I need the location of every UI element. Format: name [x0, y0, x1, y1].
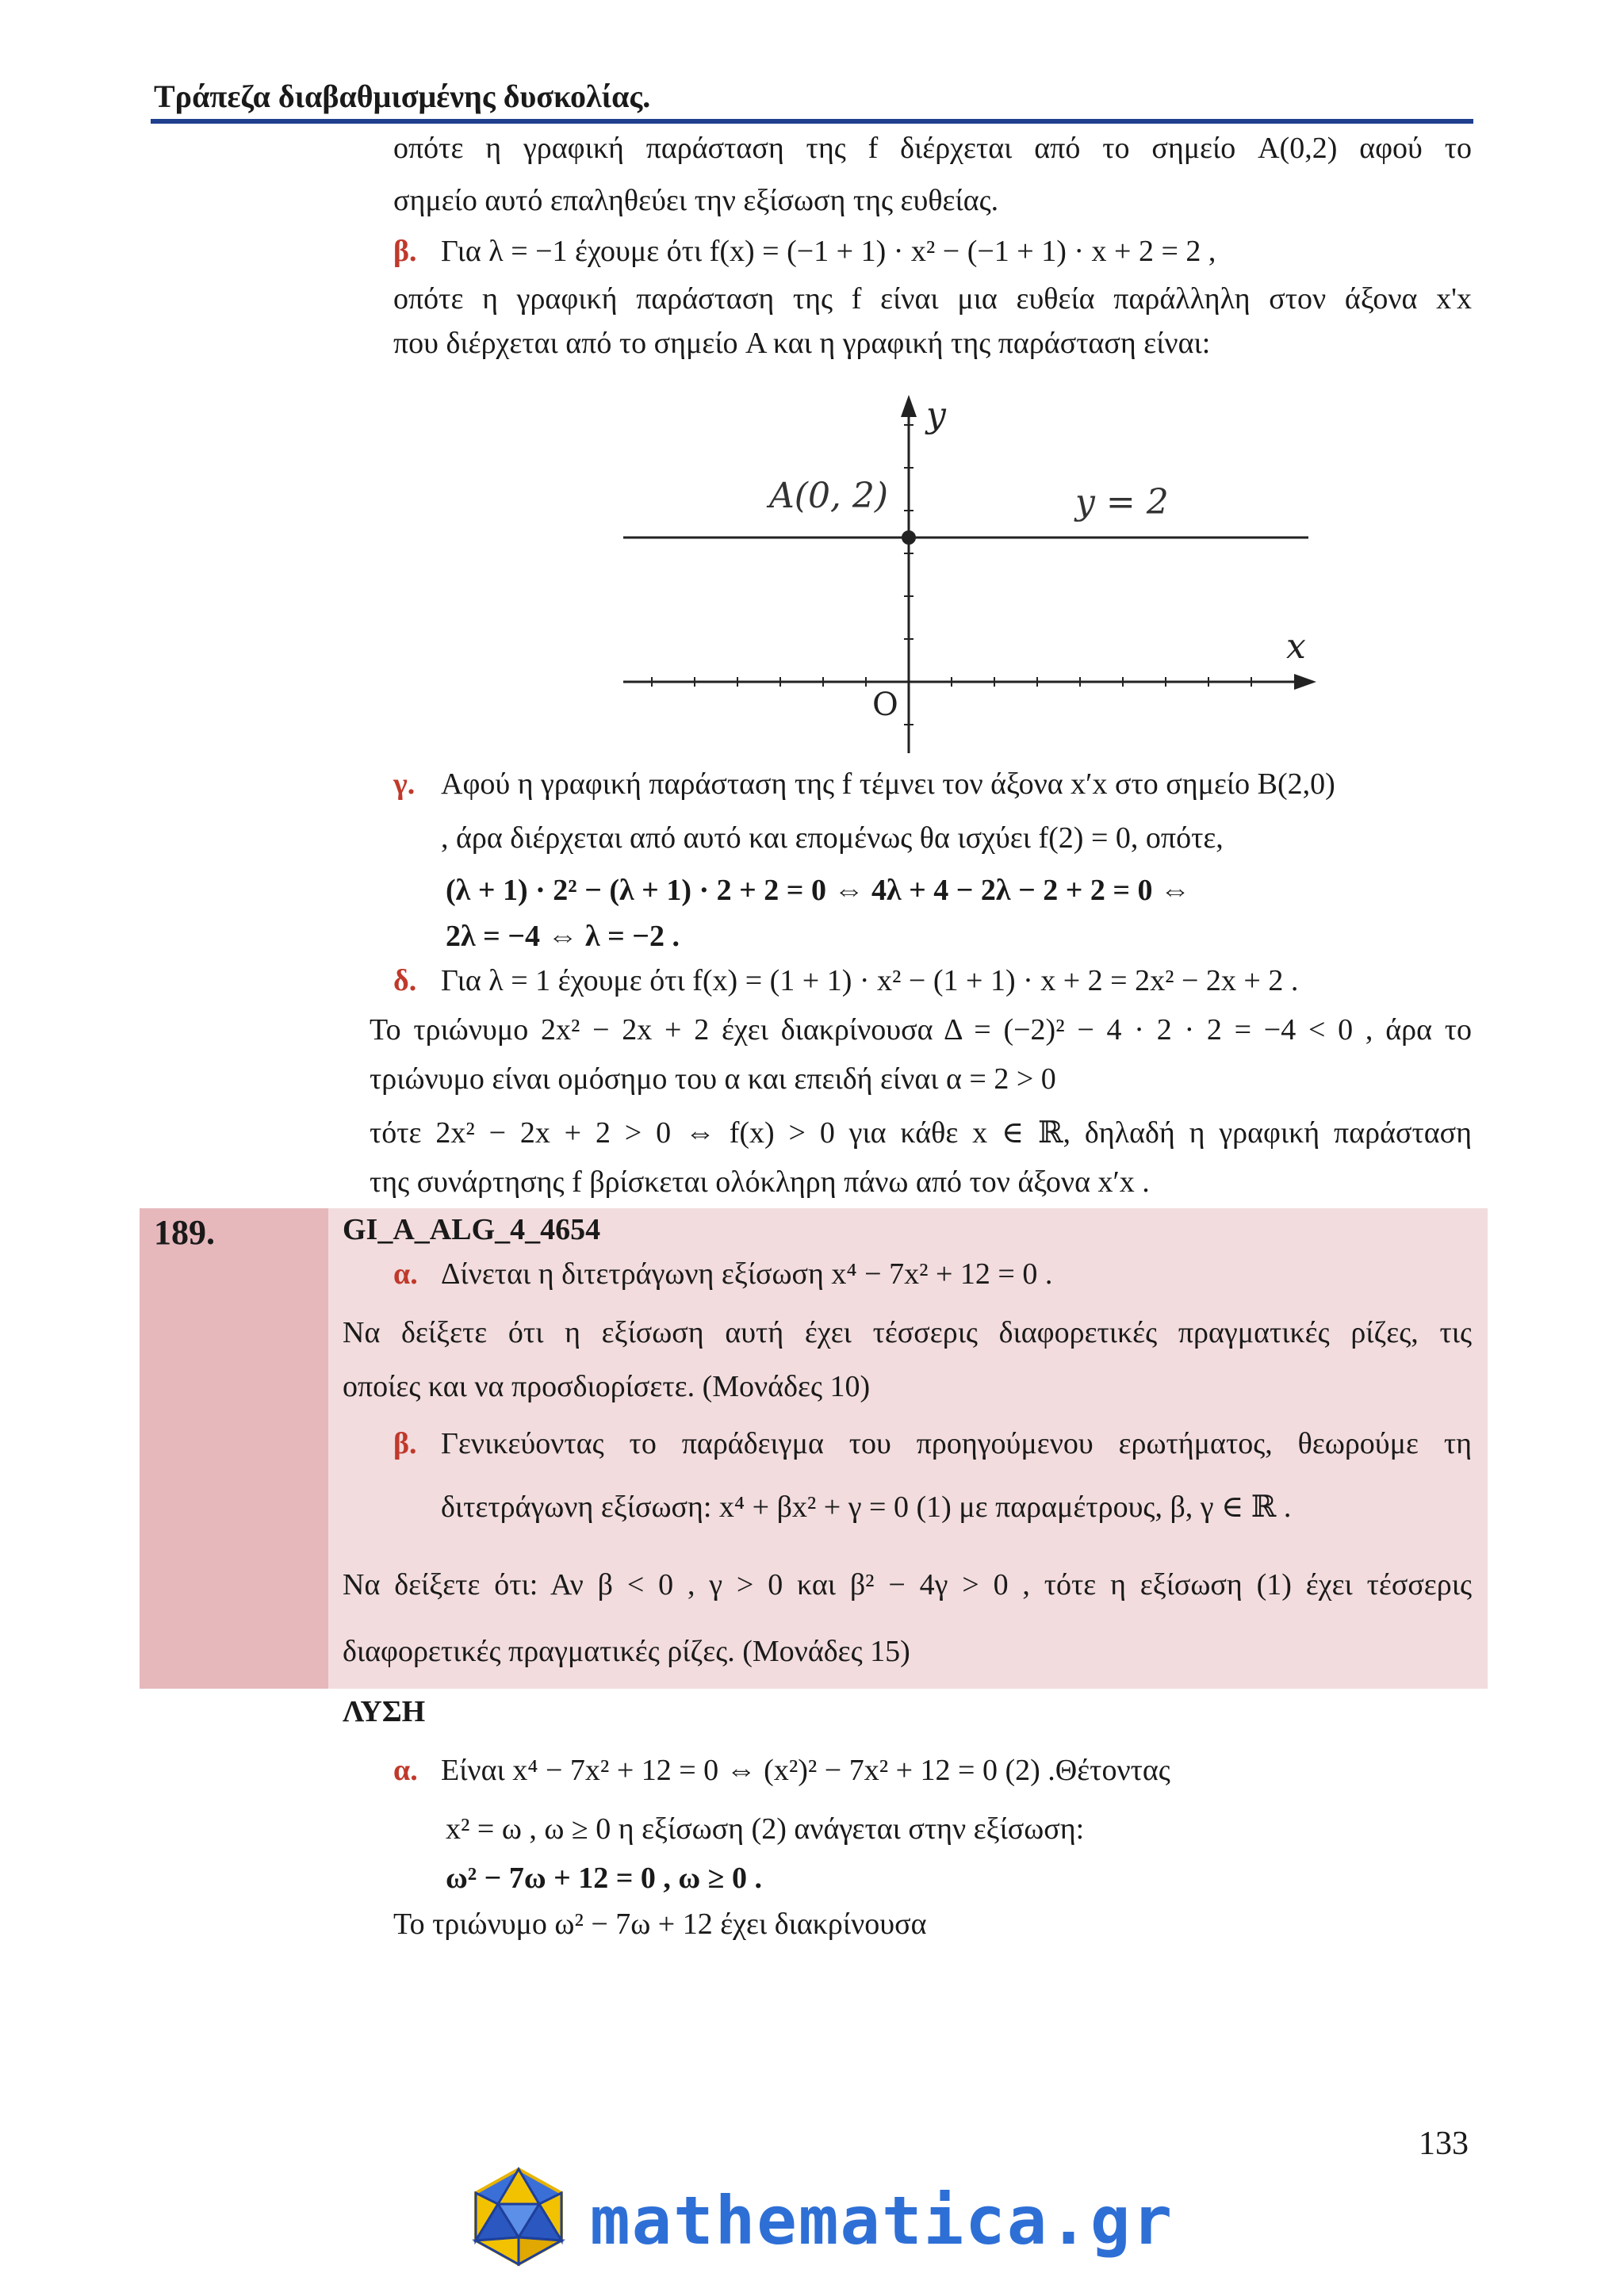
exercise-a-line-3: οποίες και να προσδιορίσετε. (Μονάδες 10): [343, 1370, 871, 1403]
exercise-b-line-2: διτετράγωνη εξίσωση: x⁴ + βx² + γ = 0 (1) με παραμέτρους, β, γ ∈ ℝ .: [441, 1490, 1292, 1524]
exercise-b-line-3: Να δείξετε ότι: Αν β < 0 , γ > 0 και β² − 4γ > 0 , τότε η εξίσωση (1) έχει τέσσερις: [343, 1568, 1472, 1601]
axis-ticks: [652, 425, 1251, 725]
exercise-a-label: α.: [393, 1257, 418, 1291]
exercise-a-line: Δίνεται η διτετράγωνη εξίσωση x⁴ − 7x² + 12 = 0 .: [441, 1257, 1053, 1291]
brand-wordmark[interactable]: mathematica.gr: [590, 2182, 1174, 2260]
page-number: 133: [1419, 2126, 1469, 2162]
prev-gamma-line-1: Αφού η γραφική παράσταση της f τέμνει τον άξονα x′x στο σημείο B(2,0): [441, 767, 1335, 801]
exercise-code: GI_A_ALG_4_4654: [343, 1213, 601, 1246]
prev-delta-line: Για λ = 1 έχουμε ότι f(x) = (1 + 1) · x² − (1 + 1) · x + 2 = 2x² − 2x + 2 .: [441, 964, 1299, 997]
exercise-b-line-1: Γενικεύοντας το παράδειγμα του προηγούμενου ερωτήματος, θεωρούμε τη: [441, 1427, 1472, 1460]
exercise-b-label: β.: [393, 1427, 417, 1460]
solution-a-line-3: ω² − 7ω + 12 = 0 , ω ≥ 0 .: [446, 1862, 763, 1895]
solution-a-line-1: Είναι x⁴ − 7x² + 12 = 0 ⇔ (x²)² − 7x² + 12 = 0 (2) .Θέτοντας: [441, 1754, 1170, 1787]
header-rule: [151, 119, 1473, 124]
prev-gamma-line-3: (λ + 1) · 2² − (λ + 1) · 2 + 2 = 0 ⇔ 4λ + 4 − 2λ − 2 + 2 = 0 ⇔: [446, 874, 1191, 907]
origin-label: O: [872, 687, 898, 723]
line-equation-label: y = 2: [1075, 482, 1169, 522]
prev-delta-label: δ.: [393, 964, 417, 997]
point-a-label: A(0, 2): [769, 476, 889, 516]
polyhedron-logo-icon: [466, 2164, 571, 2269]
page-header-title: Τράπεζα διαβαθμισμένης δυσκολίας.: [154, 78, 651, 114]
prev-trinomial-line-2: τριώνυμο είναι ομόσημο του α και επειδή είναι α = 2 > 0: [370, 1062, 1056, 1096]
prev-beta-line-2: οπότε η γραφική παράσταση της f είναι μια ευθεία παράλληλη στον άξονα x'x: [393, 282, 1472, 316]
function-graph: [619, 388, 1332, 761]
solution-title: ΛΥΣΗ: [343, 1695, 426, 1728]
prev-trinomial-line-4: της συνάρτησης f βρίσκεται ολόκληρη πάνω από τον άξονα x′x .: [370, 1165, 1150, 1199]
x-axis-label: x: [1286, 626, 1306, 667]
y-axis-arrow-icon: [901, 395, 917, 417]
exercise-number: 189.: [154, 1213, 215, 1252]
prev-line-1: οπότε η γραφική παράσταση της f διέρχεται από το σημείο A(0,2) αφού το: [393, 132, 1472, 165]
exercise-b-line-4: διαφορετικές πραγματικές ρίζες. (Μονάδες 15): [343, 1635, 910, 1668]
prev-trinomial-line-1: Το τριώνυμο 2x² − 2x + 2 έχει διακρίνουσα Δ = (−2)² − 4 · 2 · 2 = −4 < 0 , άρα το: [370, 1013, 1472, 1047]
prev-beta-line-3: που διέρχεται από το σημείο A και η γραφική της παράσταση είναι:: [393, 327, 1211, 360]
exercise-a-line-2: Να δείξετε ότι η εξίσωση αυτή έχει τέσσερις διαφορετικές πραγματικές ρίζες, τις: [343, 1316, 1472, 1349]
prev-beta-line: Για λ = −1 έχουμε ότι f(x) = (−1 + 1) · x² − (−1 + 1) · x + 2 = 2 ,: [441, 235, 1216, 268]
x-axis-arrow-icon: [1294, 674, 1316, 690]
exercise-number-cell: [140, 1208, 328, 1689]
prev-trinomial-line-3: τότε 2x² − 2x + 2 > 0 ⇔ f(x) > 0 για κάθε x ∈ ℝ, δηλαδή η γραφική παράσταση: [370, 1116, 1472, 1150]
solution-a-label: α.: [393, 1754, 418, 1787]
prev-gamma-label: γ.: [393, 767, 416, 801]
prev-line-2: σημείο αυτό επαληθεύει την εξίσωση της ευθείας.: [393, 184, 999, 217]
prev-gamma-line-4: 2λ = −4 ⇔ λ = −2 .: [446, 920, 680, 953]
prev-beta-label: β.: [393, 235, 417, 268]
solution-a-line-4: Το τριώνυμο ω² − 7ω + 12 έχει διακρίνουσα: [393, 1908, 927, 1941]
solution-a-line-2: x² = ω , ω ≥ 0 η εξίσωση (2) ανάγεται στην εξίσωση:: [446, 1812, 1085, 1846]
prev-gamma-line-2: , άρα διέρχεται από αυτό και επομένως θα ισχύει f(2) = 0, οπότε,: [441, 821, 1224, 855]
y-axis-label: y: [926, 395, 946, 435]
point-a: [902, 530, 916, 545]
